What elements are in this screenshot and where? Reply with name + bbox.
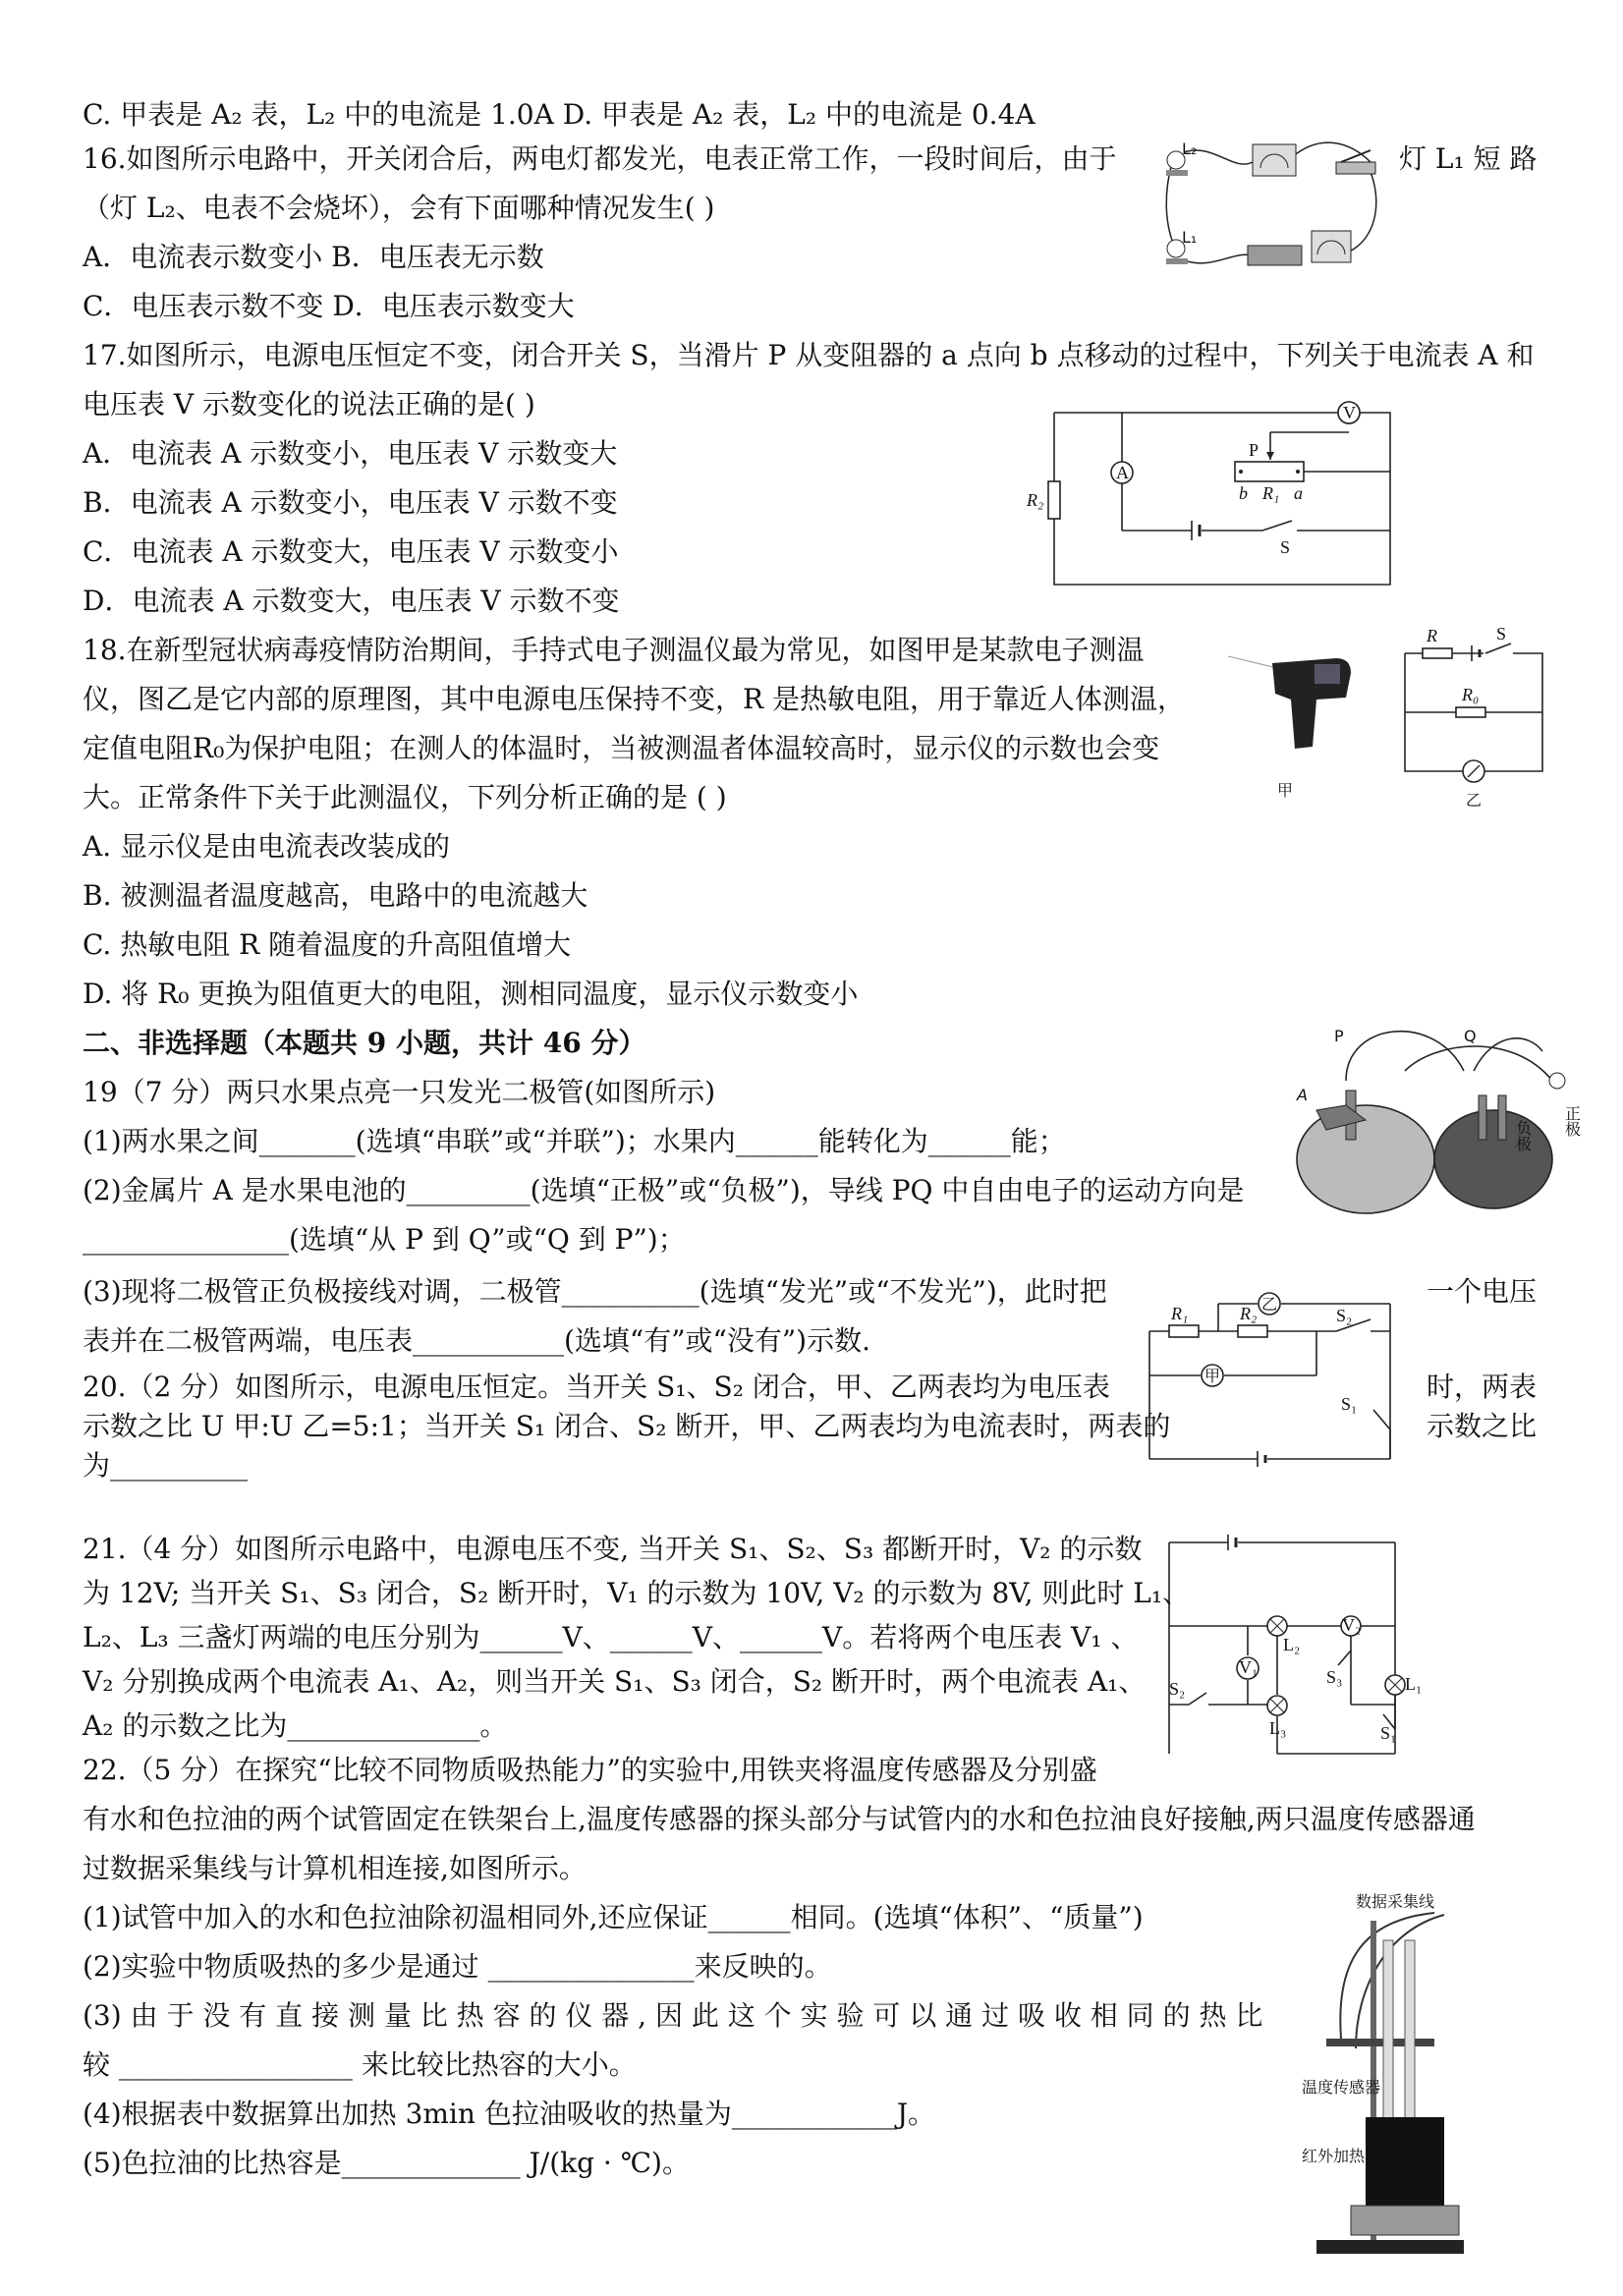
q21-v2-label: V₂	[1342, 1615, 1362, 1635]
q21-stem-line3: L₂、L₃ 三盏灯两端的电压分别为______V、______V、______V。若将两个电压表 V₁ 、	[83, 1621, 1139, 1653]
q16-side-text: 灯 L₁ 短 路	[1399, 142, 1538, 175]
q21-s3-label: S₃	[1326, 1667, 1343, 1687]
q17-r2-label: R₂	[1027, 490, 1044, 510]
q17-a-label: A	[1116, 463, 1129, 482]
q18-option-d: D. 将 R₀ 更换为阻值更大的电阻，测相同温度，显示仪示数变小	[83, 978, 859, 1010]
q18-r-label: R	[1427, 626, 1437, 645]
q16-l1-label: L₁	[1182, 228, 1198, 247]
q16-stem-line2: （灯 L₂、电表不会烧坏），会有下面哪种情况发生( )	[83, 192, 715, 224]
q21-l3-label: L₃	[1269, 1718, 1287, 1738]
q17-v-label: V	[1343, 403, 1356, 422]
section-heading: 二、非选择题（本题共 9 小题，共计 46 分）	[83, 1027, 646, 1059]
q20-stem-line1: 20.（2 分）如图所示，电源电压恒定。当开关 S₁、S₂ 闭合，甲、乙两表均为电压表	[83, 1371, 1110, 1403]
q20-jia-label: 甲	[1204, 1367, 1221, 1385]
q21-l1-label: L₁	[1405, 1674, 1423, 1694]
q20-yi-label: 乙	[1261, 1295, 1278, 1314]
q17-s-label: S	[1280, 537, 1291, 557]
q22-part2: (2)实验中物质吸热的多少是通过 _______________来反映的。	[83, 1950, 832, 1983]
q15-options-cd: C. 甲表是 A₂ 表，L₂ 中的电流是 1.0A D. 甲表是 A₂ 表，L₂ 中的电流是 0.4A	[83, 98, 1035, 131]
q19-part1: (1)两水果之间_______(选填“串联”或“并联”)；水果内______能转化为______能；	[83, 1125, 1066, 1157]
q22-sensor-label: 温度传感器	[1302, 2078, 1381, 2097]
q18-circuit-figure	[1385, 624, 1562, 811]
q19-stem: 19（7 分）两只水果点亮一只发光二极管(如图所示)	[83, 1076, 716, 1108]
q18-r0-label: R₀	[1462, 685, 1480, 704]
q19-part2-cont: _______________(选填“从 P 到 Q”或“Q 到 P”)；	[83, 1223, 686, 1256]
q22-heater-label: 红外加热器	[1302, 2147, 1381, 2165]
q18-stem-line3: 定值电阻R₀为保护电阻；在测人的体温时，当被测温者体温较高时，显示仪的示数也会变	[83, 732, 1160, 764]
q18-option-b: B. 被测温者温度越高，电路中的电流越大	[83, 879, 588, 912]
q16-circuit-figure	[1154, 133, 1385, 285]
q16-stem-line1: 16.如图所示电路中，开关闭合后，两电灯都发光，电表正常工作，一段时间后，由于	[83, 142, 1117, 175]
q20-r1-label: R₁	[1171, 1304, 1189, 1323]
q19-fruit-figure	[1287, 1012, 1592, 1218]
q22-part4: (4)根据表中数据算出加热 3min 色拉油吸收的热量为____________J。	[83, 2098, 936, 2130]
q19-part3: (3)现将二极管正负极接线对调，二极管__________(选填“发光”或“不发光”)，此时把	[83, 1275, 1107, 1308]
q17-p-label: P	[1249, 440, 1259, 460]
q17-stem-line1: 17.如图所示，电源电压恒定不变，闭合开关 S，当滑片 P 从变阻器的 a 点向 b 点移动的过程中，下列关于电流表 A 和	[83, 339, 1535, 371]
q19-a-label: A	[1297, 1086, 1308, 1104]
q19-part3-cont: 表并在二极管两端，电压表___________(选填“有”或“没有”)示数.	[83, 1324, 871, 1357]
q22-stem-line2: 有水和色拉油的两个试管固定在铁架台上,温度传感器的探头部分与试管内的水和色拉油良好接触,两只温度传感器通	[83, 1803, 1476, 1835]
q18-option-a: A. 显示仪是由电流表改装成的	[83, 830, 451, 863]
q18-yi-label: 乙	[1466, 791, 1483, 810]
q17-b-label: b	[1239, 483, 1248, 503]
q22-part5: (5)色拉油的比热容是_____________ J/(kg · ℃)。	[83, 2147, 690, 2179]
q20-r2-label: R₂	[1240, 1304, 1258, 1323]
q16-l2-label: L₂	[1182, 140, 1198, 158]
q21-stem-line5: A₂ 的示数之比为______________。	[83, 1709, 508, 1742]
q21-l2-label: L₂	[1283, 1635, 1301, 1654]
q20-stem-line2: 示数之比 U 甲:U 乙=5:1；当开关 S₁ 闭合、S₂ 断开，甲、乙两表均为电流表时，两表的	[83, 1410, 1171, 1442]
q18-stem-line2: 仪，图乙是它内部的原理图，其中电源电压保持不变，R 是热敏电阻，用于靠近人体测温，	[83, 683, 1185, 715]
q18-option-c: C. 热敏电阻 R 随着温度的升高阻值增大	[83, 928, 572, 961]
q17-option-c: C．电流表 A 示数变大，电压表 V 示数变小	[83, 535, 619, 568]
q19-side-text: 一个电压	[1427, 1275, 1538, 1308]
q20-circuit-figure	[1140, 1292, 1405, 1469]
q20-side-text1: 时，两表	[1427, 1371, 1538, 1403]
q18-stem-line4: 大。正常条件下关于此测温仪，下列分析正确的是 ( )	[83, 781, 727, 813]
q16-options-cd: C．电压表示数不变 D．电压表示数变大	[83, 290, 575, 322]
q17-r1-label: R₁	[1262, 483, 1280, 503]
q17-option-d: D．电流表 A 示数变大，电压表 V 示数不变	[83, 585, 620, 617]
q20-side-text2: 示数之比	[1427, 1410, 1538, 1442]
q19-q-label: Q	[1464, 1027, 1477, 1045]
q17-circuit-figure	[1027, 393, 1400, 589]
q21-stem-line4: V₂ 分别换成两个电流表 A₁、A₂，则当开关 S₁、S₃ 闭合，S₂ 断开时，两个电流表 A₁、	[83, 1665, 1147, 1698]
q22-stem-line3: 过数据采集线与计算机相连接,如图所示。	[83, 1852, 587, 1884]
q17-option-a: A．电流表 A 示数变小，电压表 V 示数变大	[83, 437, 618, 470]
q17-stem-line2: 电压表 V 示数变化的说法正确的是( )	[83, 388, 535, 420]
q20-s1-label: S₁	[1341, 1394, 1358, 1414]
q22-part3: (3) 由 于 没 有 直 接 测 量 比 热 容 的 仪 器 , 因 此 这 个 实 验 可 以 通 过 吸 收 相 同 的 热 比	[83, 1999, 1263, 2032]
q20-s2-label: S₂	[1336, 1306, 1353, 1325]
q21-stem-line1: 21.（4 分）如图所示电路中，电源电压不变, 当开关 S₁、S₂、S₃ 都断开时，V₂ 的示数	[83, 1533, 1143, 1565]
q22-part3-cont: 较 _________________ 来比较比热容的大小。	[83, 2048, 637, 2081]
q21-v1-label: V₁	[1239, 1657, 1259, 1677]
q18-stem-line1: 18.在新型冠状病毒疫情防治期间，手持式电子测温仪最为常见，如图甲是某款电子测温	[83, 634, 1145, 666]
q21-s1-label: S₁	[1380, 1723, 1397, 1743]
q19-neg-label: 负极	[1513, 1120, 1533, 1151]
q22-apparatus-figure	[1297, 1891, 1474, 2274]
q16-options-ab: A．电流表示数变小 B．电压表无示数	[83, 241, 544, 273]
q21-stem-line2: 为 12V; 当开关 S₁、S₃ 闭合，S₂ 断开时，V₁ 的示数为 10V, V₂ 的示数为 8V, 则此时 L₁、	[83, 1577, 1191, 1609]
q19-p-label: P	[1334, 1027, 1344, 1045]
q18-jia-label: 甲	[1277, 781, 1294, 800]
q17-option-b: B．电流表 A 示数变小，电压表 V 示数不变	[83, 486, 618, 519]
q18-thermometer-figure	[1218, 629, 1366, 806]
q19-pos-label: 正极	[1562, 1105, 1582, 1137]
q21-s2-label: S₂	[1169, 1679, 1186, 1699]
q22-stem-line1: 22.（5 分）在探究“比较不同物质吸热能力”的实验中,用铁夹将温度传感器及分别盛	[83, 1754, 1097, 1786]
q22-part1: (1)试管中加入的水和色拉油除初温相同外,还应保证______相同。(选填“体积”、“质量”)	[83, 1901, 1144, 1933]
q17-a-point-label: a	[1294, 483, 1303, 503]
q20-stem-line3: 为__________	[83, 1449, 249, 1482]
q22-cable-label: 数据采集线	[1356, 1892, 1435, 1911]
q19-part2: (2)金属片 A 是水果电池的_________(选填“正极”或“负极”)，导线 PQ 中自由电子的运动方向是	[83, 1174, 1245, 1206]
q18-s-label: S	[1496, 624, 1507, 644]
q21-circuit-figure	[1159, 1528, 1423, 1759]
